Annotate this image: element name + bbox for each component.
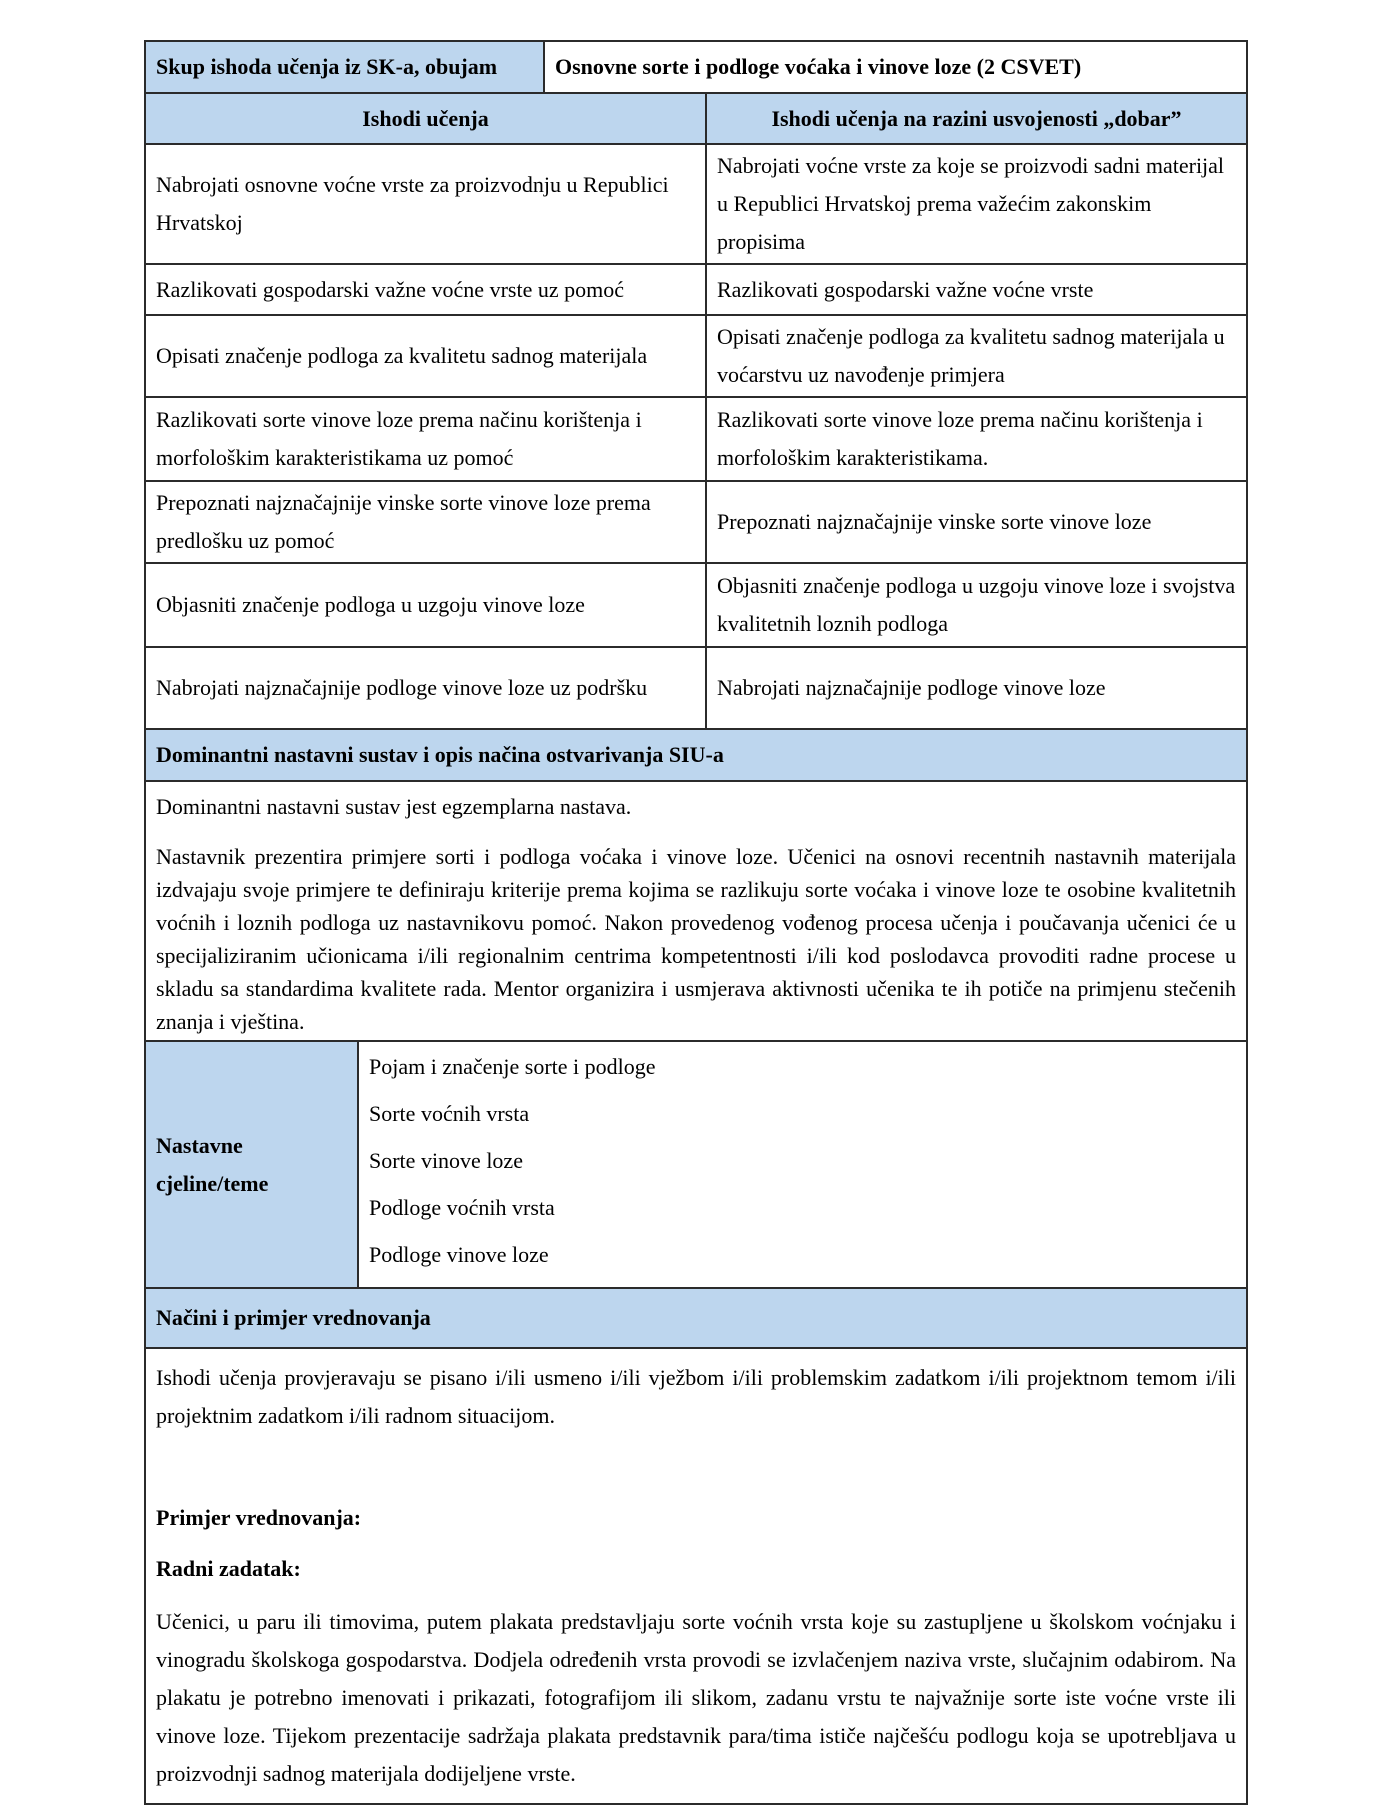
outcome-row — [145, 264, 1247, 315]
outcome-right: Opisati značenje podloga za kvalitetu sadnog materijala u voćarstvu uz navođenje primjera — [706, 315, 1247, 397]
outcome-right: Objasniti značenje podloga u uzgoju vinove loze i svojstva kvalitetnih loznih podloga — [706, 563, 1247, 647]
unit-set-value: Osnovne sorte i podloge voćaka i vinove loze (2 CSVET) — [544, 41, 1247, 93]
evaluation-task-label: Radni zadatak: — [156, 1556, 301, 1581]
outcome-right: Razlikovati gospodarski važne voćne vrste — [706, 264, 1247, 315]
curriculum-table — [144, 40, 1248, 1805]
title-row — [145, 41, 1247, 93]
outcome-left: Razlikovati gospodarski važne voćne vrste uz pomoć — [145, 264, 706, 315]
outcome-left: Razlikovati sorte vinove loze prema načinu korištenja i morfološkim karakteristikama uz pomoć — [145, 397, 706, 481]
outcome-right: Nabrojati najznačajnije podloge vinove loze — [706, 647, 1247, 729]
outcome-left: Nabrojati najznačajnije podloge vinove loze uz podršku — [145, 647, 706, 729]
evaluation-task-body: Učenici, u paru ili timovima, putem plakata predstavljaju sorte voćnih vrsta koje su zastupljene u školskom voćnjaku i vinogradu školskoga gospodarstva. Dodjela određenih vrsta provodi se izvlačenjem naziva vrste, slučajnim odabirom. Na plakatu je potrebno imenovati i prikazati, fotografijom ili slikom, zadanu vrstu te najvažnije sorte iste voćne vrste ili vinove loze. Tijekom prezentacije sadržaja plakata predstavnik para/tima ističe najčešću podlogu koja se upotrebljava u proizvodnji sadnog materijala dodijeljene vrste. — [156, 1609, 1237, 1786]
outcome-row — [145, 563, 1247, 647]
evaluation-example-label: Primjer vrednovanja: — [156, 1505, 362, 1530]
unit-set-label: Skup ishoda učenja iz SK-a, obujam — [145, 41, 544, 93]
section-banner-row — [145, 729, 1247, 781]
evaluation-title: Načini i primjer vrednovanja — [145, 1288, 1247, 1348]
teaching-unit-item: Podloge vinove loze — [369, 1242, 549, 1267]
teaching-units-label: Nastavne cjeline/teme — [145, 1041, 358, 1288]
outcome-left: Opisati značenje podloga za kvalitetu sadnog materijala — [145, 315, 706, 397]
outcome-left: Objasniti značenje podloga u uzgoju vinove loze — [145, 563, 706, 647]
dominant-system-title: Dominantni nastavni sustav i opis načina ostvarivanja SIU-a — [145, 729, 1247, 781]
dominant-system-body: Nastavnik prezentira primjere sorti i podloga voćaka i vinove loze. Učenici na osnovi recentnih nastavnih materijala izdvajaju svoje primjere te definiraju kriterije prema kojima se razlikuju sorte voćaka i vinove loze te osobine kvalitetnih voćnih i loznih podloga uz nastavnikovu pomoć. Nakon provedenog vođenog procesa učenja i poučavanja učenici će u specijaliziranim učionicama i/ili regionalnim centrima kompetentnosti i/ili kod poslodavca provoditi radne procese u skladu sa standardima kvalitete rada. Mentor organizira i usmjerava aktivnosti učenika te ih potiče na primjenu stečenih znanja i vještina. — [156, 844, 1237, 1034]
outcome-left: Prepoznati najznačajnije vinske sorte vinove loze prema predlošku uz pomoć — [145, 481, 706, 563]
outcome-row — [145, 397, 1247, 481]
evaluation-row — [145, 1348, 1247, 1804]
evaluation-intro: Ishodi učenja provjeravaju se pisano i/ili usmeno i/ili vježbom i/ili problemskim zadatkom i/ili projektnom temom i/ili projektnim zadatkom i/ili radnom situacijom. — [156, 1365, 1237, 1428]
evaluation-cell — [145, 1348, 1247, 1804]
outcome-right: Razlikovati sorte vinove loze prema načinu korištenja i morfološkim karakteristikama. — [706, 397, 1247, 481]
section-banner-row — [145, 1288, 1247, 1348]
teaching-unit-item: Sorte voćnih vrsta — [369, 1101, 530, 1126]
teaching-unit-item: Podloge voćnih vrsta — [369, 1195, 555, 1220]
outcome-right: Nabrojati voćne vrste za koje se proizvodi sadni materijal u Republici Hrvatskoj prema važećim zakonskim propisima — [706, 144, 1247, 264]
outcome-row — [145, 481, 1247, 563]
dominant-system-lead: Dominantni nastavni sustav jest egzemplarna nastava. — [156, 794, 632, 819]
outcome-left: Nabrojati osnovne voćne vrste za proizvodnju u Republici Hrvatskoj — [145, 144, 706, 264]
column-header-row — [145, 93, 1247, 144]
outcome-row — [145, 315, 1247, 397]
outcome-right: Prepoznati najznačajnije vinske sorte vinove loze — [706, 481, 1247, 563]
outcome-row — [145, 144, 1247, 264]
teaching-unit-item: Pojam i značenje sorte i podloge — [369, 1054, 656, 1079]
col-header-outcomes: Ishodi učenja — [145, 93, 706, 144]
teaching-units-list — [358, 1041, 1247, 1288]
outcome-row — [145, 647, 1247, 729]
teaching-unit-item: Sorte vinove loze — [369, 1148, 523, 1173]
col-header-outcomes-good: Ishodi učenja na razini usvojenosti „dobar” — [706, 93, 1247, 144]
dominant-system-row — [145, 781, 1247, 1041]
teaching-units-row — [145, 1041, 1247, 1288]
dominant-system-cell — [145, 781, 1247, 1041]
